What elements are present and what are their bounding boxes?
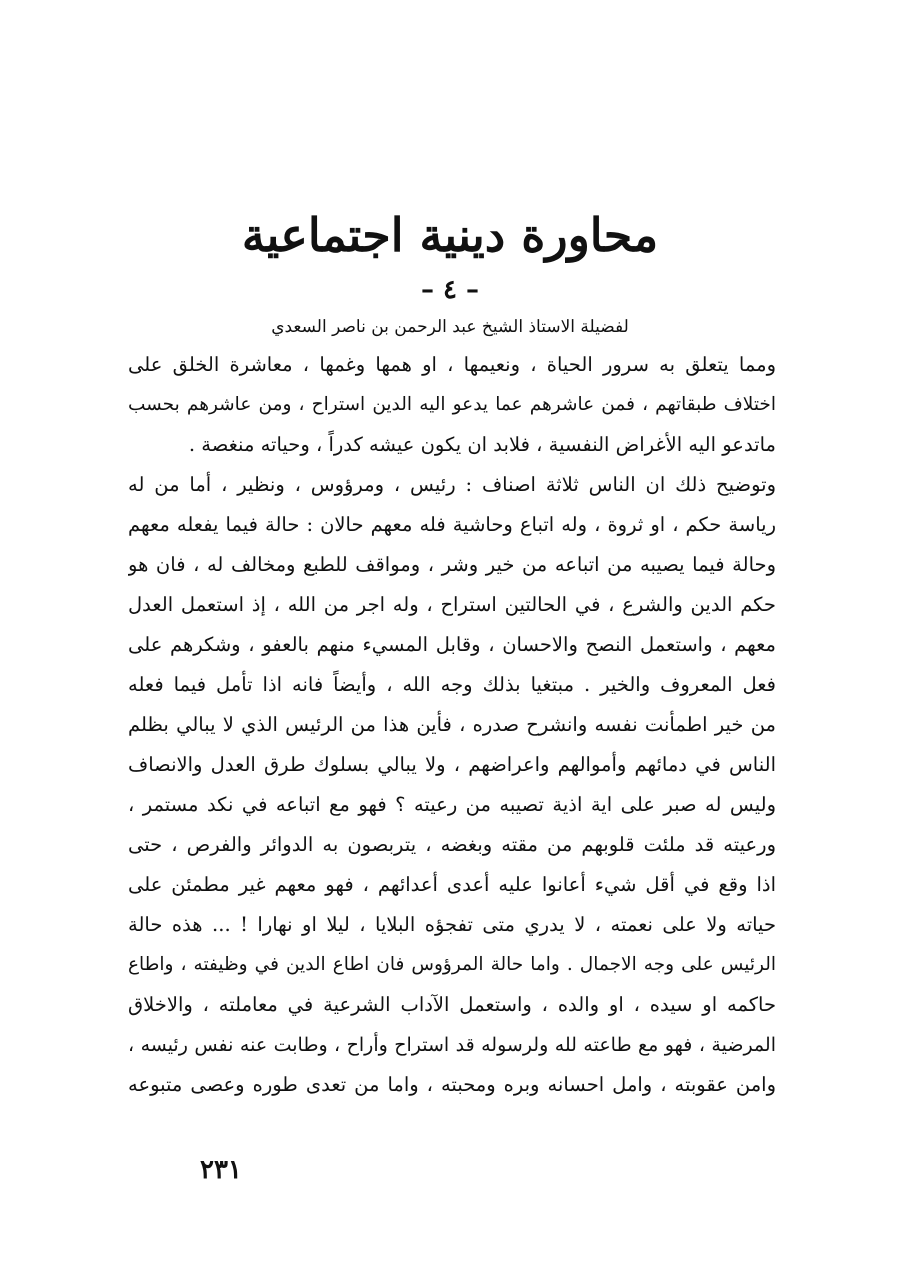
body-line: وامن عقوبته ، وامل احسانه وبره ومحبته ، واما من تعدى طوره وعصى متبوعه [128, 1073, 776, 1096]
body-line: وتوضيح ذلك ان الناس ثلاثة اصناف : رئيس ، ومرؤوس ، ونظير ، أما من له [128, 473, 776, 496]
body-line: حكم الدين والشرع ، في الحالتين استراح ، وله اجر من الله ، إذ استعمل العدل [128, 593, 776, 616]
body-line: ورعيته قد ملئت قلوبهم من مقته وبغضه ، يتربصون به الدوائر والفرص ، حتى [128, 833, 776, 856]
body-line: من خير اطمأنت نفسه وانشرح صدره ، فأين هذا من الرئيس الذي لا يبالي بظلم [128, 713, 776, 736]
body-line: رياسة حكم ، او ثروة ، وله اتباع وحاشية فله معهم حالان : حالة فيما يفعله معهم [128, 513, 776, 536]
body-line: حياته ولا على نعمته ، لا يدري متى تفجؤه البلايا ، ليلا او نهارا ! ... هذه حالة [128, 913, 776, 936]
author-byline: لفضيلة الاستاذ الشيخ عبد الرحمن بن ناصر السعدي [271, 317, 629, 337]
body-line: المرضية ، فهو مع طاعته لله ولرسوله قد استراح وأراح ، وطابت عنه نفس رئيسه ، [128, 1034, 776, 1056]
body-line: ماتدعو اليه الأغراض النفسية ، فلابد ان يكون عيشه كدراً ، وحياته منغصة . [188, 433, 776, 456]
body-line: معهم ، واستعمل النصح والاحسان ، وقابل المسيء منهم بالعفو ، وشكرهم على [128, 633, 776, 656]
body-line: اذا وقع في أقل شيء أعانوا عليه أعدى أعدائهم ، فهو معهم غير مطمئن على [128, 873, 776, 896]
body-line: ومما يتعلق به سرور الحياة ، ونعيمها ، او همها وغمها ، معاشرة الخلق على [128, 353, 776, 376]
body-line: وحالة فيما يصيبه من اتباعه من خير وشر ، ومواقف للطبع ومخالف له ، فان هو [128, 553, 776, 576]
article-body [128, 345, 776, 1105]
part-number: – ٤ – [420, 275, 480, 305]
page-number: ٢٣١ [200, 1155, 242, 1185]
body-line: الرئيس على وجه الاجمال . واما حالة المرؤوس فان اطاع الدين في وظيفته ، واطاع [128, 954, 776, 975]
body-line: وليس له صبر على اية اذية تصيبه من رعيته ؟ فهو مع اتباعه في نكد مستمر ، [128, 793, 776, 816]
body-line: حاكمه او سيده ، او والده ، واستعمل الآداب الشرعية في معاملته ، والاخلاق [128, 993, 776, 1016]
article-title: محاورة دينية اجتماعية [241, 208, 659, 262]
body-line: اختلاف طبقاتهم ، فمن عاشرهم عما يدعو اليه الدين استراح ، ومن عاشرهم بحسب [128, 394, 776, 415]
body-line: فعل المعروف والخير . مبتغيا بذلك وجه الله ، وأيضاً فانه اذا تأمل فيما فعله [128, 673, 776, 696]
body-line: الناس في دمائهم وأموالهم واعراضهم ، ولا يبالي بسلوك طرق العدل والانصاف [128, 753, 776, 776]
